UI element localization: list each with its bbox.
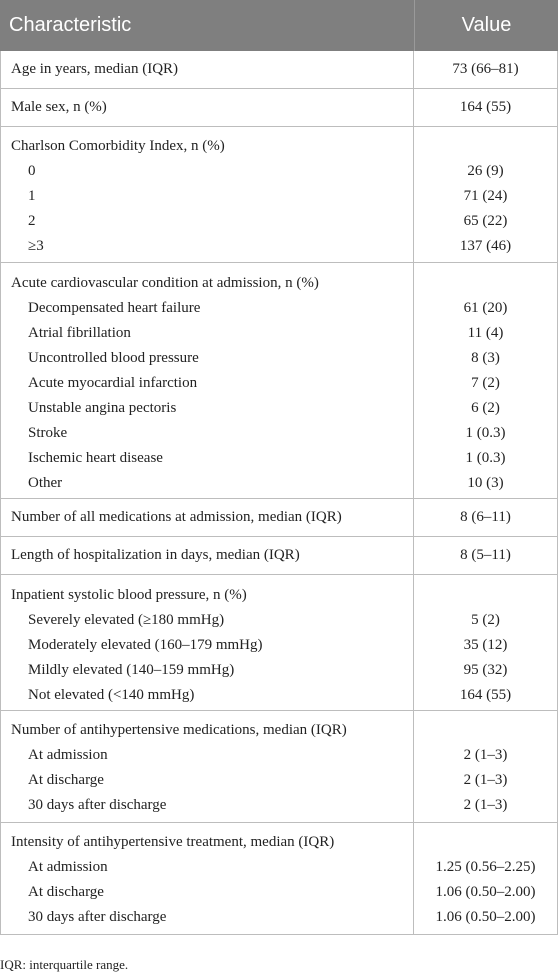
row-value: 2 (1–3) — [463, 772, 508, 788]
value-cell — [414, 89, 557, 126]
subrow-label: 1 — [28, 188, 36, 204]
value-cell — [414, 537, 557, 574]
subrow-label: Ischemic heart disease — [28, 450, 163, 466]
table-row-group — [0, 263, 558, 499]
table-row-group — [0, 51, 558, 89]
subrow-label: Mildly elevated (140–159 mmHg) — [28, 662, 235, 678]
table-body — [0, 51, 558, 935]
row-value: 65 (22) — [463, 213, 508, 229]
row-value: 5 (2) — [471, 612, 500, 628]
table-row-group — [0, 499, 558, 537]
row-value: 1 (0.3) — [465, 425, 506, 441]
subrow-label: Unstable angina pectoris — [28, 400, 177, 416]
row-value: 6 (2) — [471, 400, 500, 416]
table-header — [0, 0, 558, 51]
row-value: 1.06 (0.50–2.00) — [435, 909, 536, 925]
row-value — [414, 583, 557, 608]
subrow-label: 30 days after discharge — [28, 909, 167, 925]
table-footnote: IQR: interquartile range. — [0, 957, 129, 972]
row-value — [414, 271, 557, 296]
row-value: 11 (4) — [467, 325, 504, 341]
row-value: 8 (5–11) — [460, 547, 511, 563]
subrow-label: Acute myocardial infarction — [28, 375, 198, 391]
value-cell — [414, 51, 557, 88]
subrow-label: 30 days after discharge — [28, 797, 167, 813]
row-value: 8 (3) — [471, 350, 500, 366]
row-value — [414, 134, 557, 159]
subrow-label: 2 — [28, 213, 36, 229]
table-row-group — [0, 575, 558, 711]
characteristic-cell — [1, 575, 414, 710]
value-cell — [414, 499, 557, 536]
characteristic-cell — [1, 711, 414, 822]
subrow-label: Atrial fibrillation — [28, 325, 131, 341]
row-label: Length of hospitalization in days, median (IQR) — [11, 547, 300, 563]
row-label: Number of antihypertensive medications, median (IQR) — [11, 722, 347, 738]
row-value — [414, 718, 557, 743]
subrow-label: Severely elevated (≥180 mmHg) — [28, 612, 225, 628]
characteristic-cell — [1, 823, 414, 934]
row-value: 26 (9) — [467, 163, 504, 179]
subrow-label: At discharge — [28, 772, 104, 788]
row-label: Male sex, n (%) — [11, 99, 107, 115]
table-row-group — [0, 537, 558, 575]
subrow-label: At admission — [28, 747, 108, 763]
table-row-group — [0, 89, 558, 127]
row-value: 61 (20) — [463, 300, 508, 316]
row-value: 1 (0.3) — [465, 450, 506, 466]
row-label: Intensity of antihypertensive treatment, median (IQR) — [11, 834, 335, 850]
subrow-label: At admission — [28, 859, 108, 875]
value-cell — [414, 127, 557, 262]
row-value: 2 (1–3) — [463, 797, 508, 813]
row-value: 164 (55) — [459, 99, 512, 115]
table-row-group — [0, 823, 558, 935]
characteristic-cell — [1, 89, 414, 126]
row-value: 137 (46) — [459, 238, 512, 254]
subrow-label: Moderately elevated (160–179 mmHg) — [28, 637, 263, 653]
row-label: Age in years, median (IQR) — [11, 61, 179, 77]
value-cell — [414, 575, 557, 710]
row-label: Charlson Comorbidity Index, n (%) — [11, 138, 225, 154]
value-cell — [414, 263, 557, 498]
row-value: 73 (66–81) — [452, 61, 519, 77]
characteristic-cell — [1, 537, 414, 574]
row-value: 95 (32) — [463, 662, 508, 678]
row-value: 8 (6–11) — [460, 509, 511, 525]
row-value: 164 (55) — [459, 687, 512, 703]
characteristic-cell — [1, 127, 414, 262]
subrow-label: 0 — [28, 163, 36, 179]
header-value: Value — [414, 0, 558, 51]
row-value: 10 (3) — [467, 475, 504, 491]
characteristic-cell — [1, 51, 414, 88]
subrow-label: ≥3 — [28, 238, 44, 254]
row-value: 1.06 (0.50–2.00) — [435, 884, 536, 900]
row-value — [414, 830, 557, 855]
characteristic-cell — [1, 263, 414, 498]
subrow-label: At discharge — [28, 884, 104, 900]
subrow-label: Other — [28, 475, 63, 491]
row-value: 71 (24) — [463, 188, 508, 204]
value-cell — [414, 711, 557, 822]
row-value: 7 (2) — [471, 375, 500, 391]
value-cell — [414, 823, 557, 934]
subrow-label: Stroke — [28, 425, 68, 441]
row-label: Number of all medications at admission, median (IQR) — [11, 509, 342, 525]
row-label: Inpatient systolic blood pressure, n (%) — [11, 587, 247, 603]
subrow-label: Decompensated heart failure — [28, 300, 201, 316]
characteristic-cell — [1, 499, 414, 536]
row-value: 2 (1–3) — [463, 747, 508, 763]
subrow-label: Not elevated (<140 mmHg) — [28, 687, 195, 703]
row-label: Acute cardiovascular condition at admission, n (%) — [11, 275, 319, 291]
row-value: 35 (12) — [463, 637, 508, 653]
header-characteristic: Characteristic — [9, 14, 132, 36]
table-row-group — [0, 711, 558, 823]
table-row-group — [0, 127, 558, 263]
row-value: 1.25 (0.56–2.25) — [435, 859, 536, 875]
subrow-label: Uncontrolled blood pressure — [28, 350, 199, 366]
